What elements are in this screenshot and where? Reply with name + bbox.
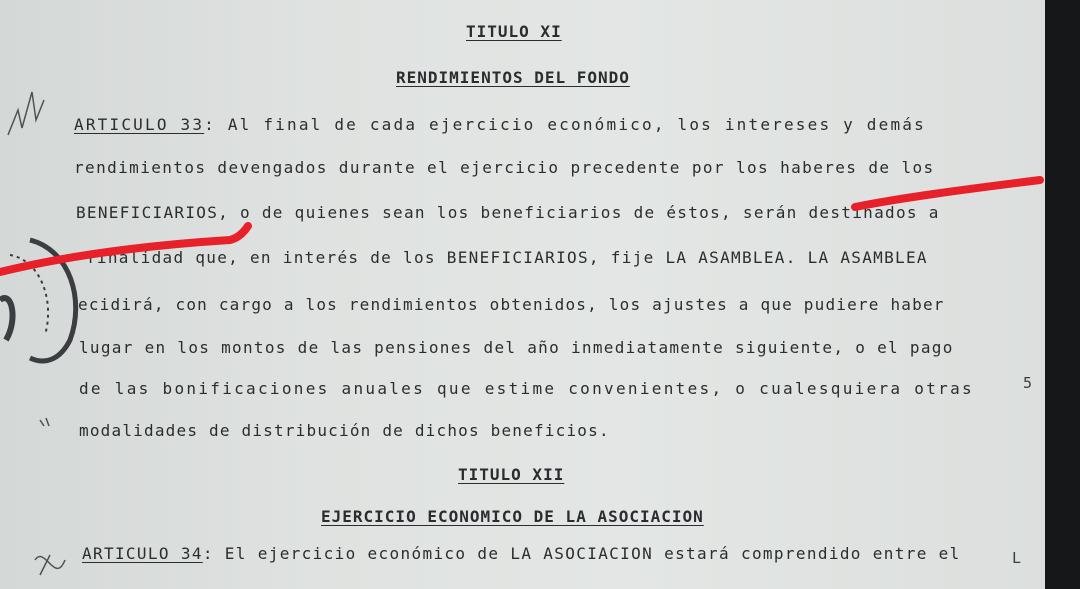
art33-label: ARTICULO 33 <box>74 115 205 134</box>
margin-scribbles <box>8 92 65 575</box>
art33-line-5: ecidirá, con cargo a los rendimientos obtenidos, los ajustes a que pudiere haber <box>78 295 945 314</box>
margin-mark-right-top: 5 <box>1023 374 1033 392</box>
margin-mark-right-bottom: L <box>1012 549 1022 567</box>
art33-line-4: finalidad que, en interés de los BENEFICIARIOS, fije LA ASAMBLEA. LA ASAMBLEA <box>86 248 928 267</box>
art34-label: ARTICULO 34 <box>82 544 203 563</box>
art33-line-3: BENEFICIARIOS, o de quienes sean los beneficiarios de éstos, serán destinados a <box>76 203 940 222</box>
title-xii: TITULO XII <box>458 465 565 484</box>
red-marker-stroke-left <box>0 226 248 272</box>
art33-line-7: de las bonificaciones anuales que estime convenientes, o cualesquiera otras <box>79 379 974 398</box>
art33-line-8: modalidades de distribución de dichos beneficios. <box>79 421 610 440</box>
red-marker-stroke-right <box>855 180 1040 207</box>
art33-line-2: rendimientos devengados durante el ejercicio precedente por los haberes de los <box>74 158 935 177</box>
art33-line-1-text: : Al final de cada ejercicio económico, los intereses y demás <box>204 115 926 134</box>
title-rendimientos-del-fondo: RENDIMIENTOS DEL FONDO <box>396 68 630 87</box>
title-ejercicio-economico: EJERCICIO ECONOMICO DE LA ASOCIACION <box>321 507 704 526</box>
art33-line-6: lugar en los montos de las pensiones del año inmediatamente siguiente, o el pago <box>79 338 954 357</box>
art34-line-1-text: : El ejercicio económico de LA ASOCIACION estará comprendido entre el <box>202 544 961 563</box>
title-xi: TITULO XI <box>466 22 562 41</box>
dark-background-edge <box>1045 0 1080 589</box>
